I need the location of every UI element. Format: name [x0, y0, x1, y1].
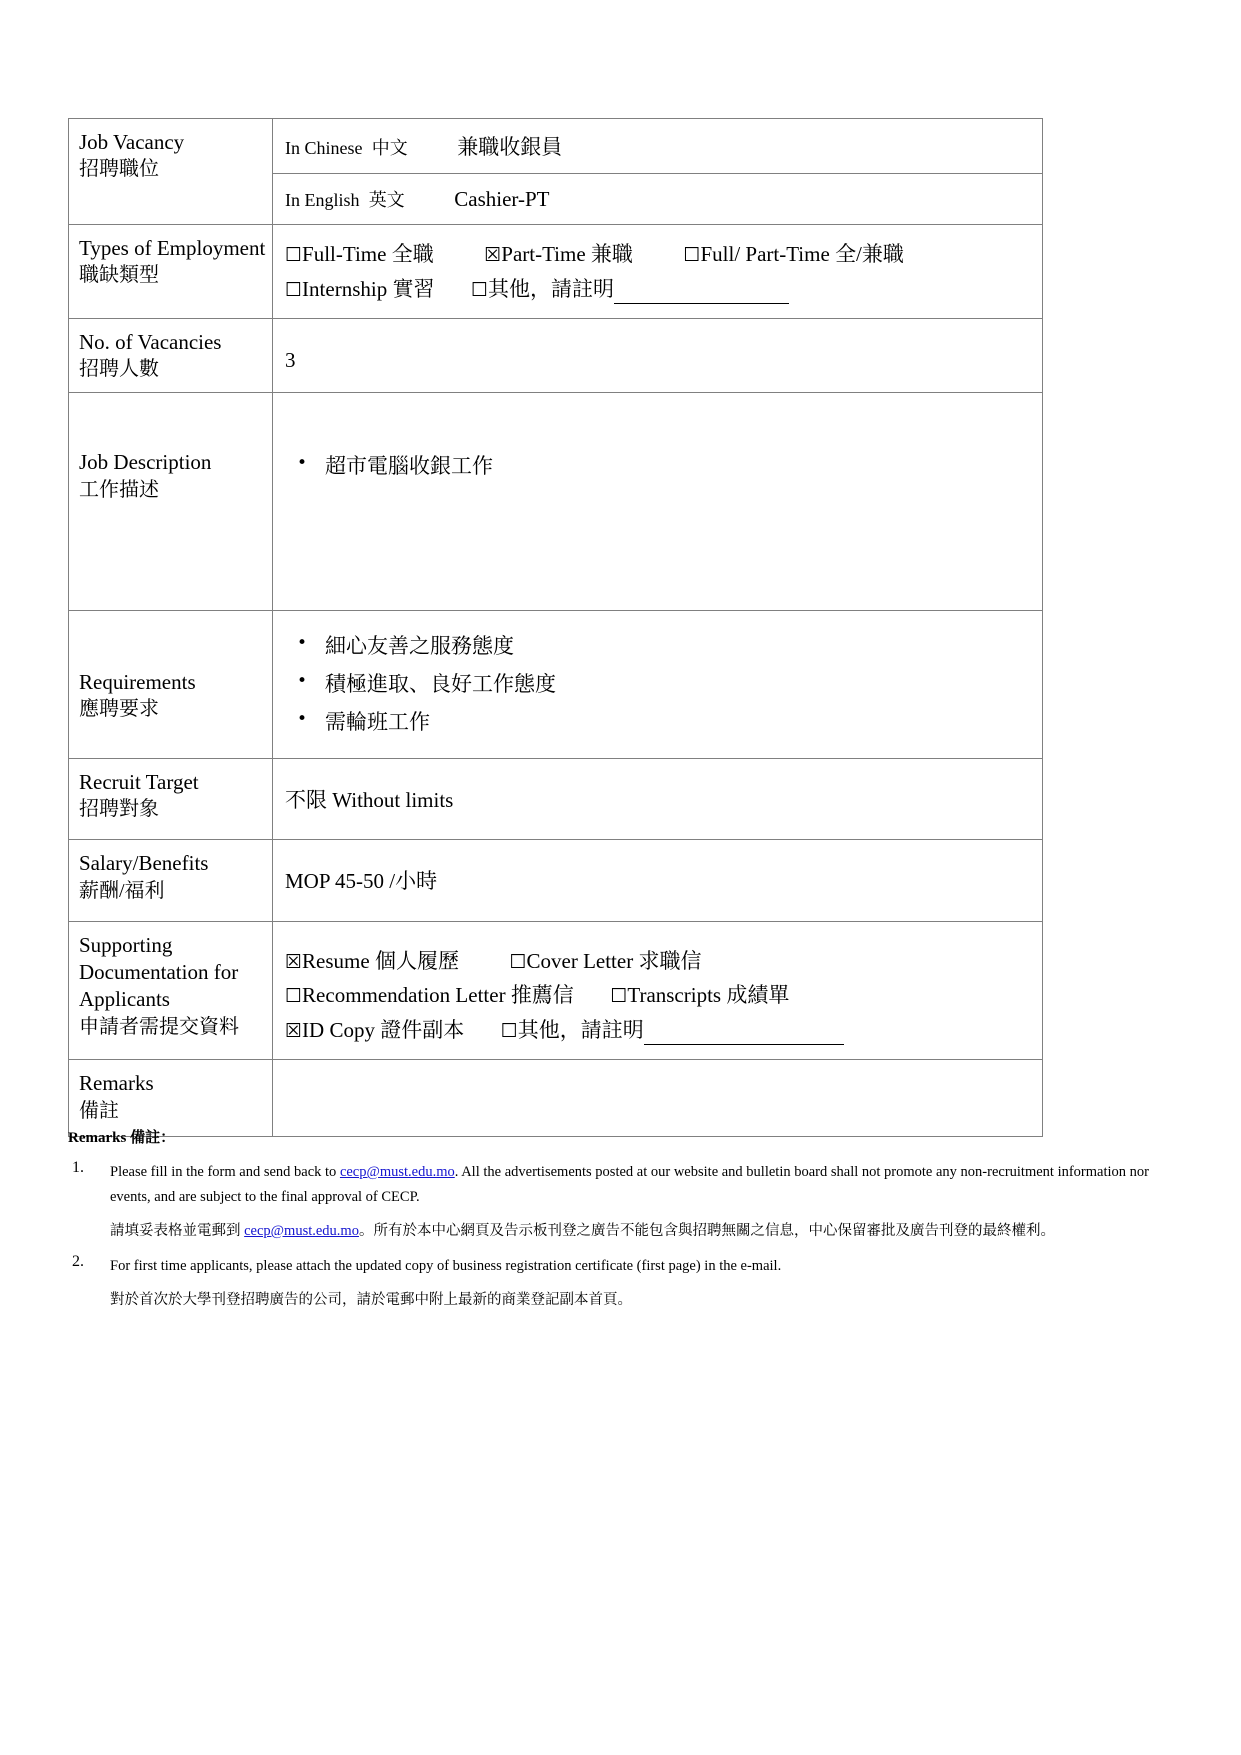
checkbox-label-zh: 個人履歷 — [374, 948, 459, 973]
in-english-label-en: In English — [285, 190, 360, 210]
checkbox-internship[interactable] — [285, 277, 434, 301]
row-label-zh: 招聘對象 — [79, 798, 159, 821]
table-row-no-of-vacancies — [69, 319, 1043, 393]
note-1-en-after: . All the advertisements posted at our website and bulletin board shall not promote any non-recruitment information nor events, and are subject to the final approval of CECP. — [110, 1164, 1149, 1206]
row-label-recruit-target — [69, 758, 273, 839]
checkbox-resume[interactable] — [285, 949, 459, 973]
employment-type-line-2 — [285, 272, 1042, 307]
checkbox-full-time[interactable] — [285, 242, 434, 266]
email-link[interactable]: cecp@must.edu.mo — [339, 1164, 455, 1180]
checkbox-label-zh: 全職 — [391, 242, 434, 266]
list-item: • 積極進取、良好工作態度 — [325, 665, 1042, 703]
footer-note-1-zh — [110, 1219, 1178, 1244]
checkbox-label-zh: 推薦信 — [510, 983, 574, 1008]
row-label-en: Requirements — [79, 669, 196, 694]
checkbox-label-zh: 其他，請註明 — [517, 1017, 644, 1042]
checkbox-icon: ☒ — [285, 950, 303, 973]
checkbox-icon: ☐ — [470, 278, 488, 301]
supporting-docs-line-1 — [285, 944, 1042, 979]
checkbox-label-zh: 兼職 — [590, 242, 633, 266]
table-row-job-description — [69, 393, 1043, 610]
checkbox-label-en: Transcripts — [627, 983, 722, 1008]
footer-remarks-section — [68, 1131, 1178, 1323]
checkbox-icon: ☐ — [500, 1019, 518, 1042]
checkbox-label-zh: 證件副本 — [380, 1017, 465, 1042]
checkbox-label-zh: 實習 — [392, 276, 435, 301]
checkbox-icon: ☐ — [509, 950, 527, 973]
row-label-job-vacancy — [69, 119, 273, 225]
row-label-en: Job Vacancy — [79, 130, 185, 154]
footer-note-2-en: For first time applicants, please attach the updated copy of business registration certificate (first page) in the e-mail. — [110, 1258, 782, 1275]
checkbox-label-en: Part-Time — [501, 242, 586, 266]
footer-note-2 — [68, 1254, 1178, 1313]
note-1-zh-before: 請填妥表格並電郵到 — [110, 1222, 245, 1239]
job-title-chinese-value[interactable]: 兼職收銀員 — [457, 135, 563, 159]
row-value-no-of-vacancies — [273, 319, 1043, 393]
checkbox-icon: ☐ — [285, 985, 303, 1008]
job-title-english-value[interactable]: Cashier-PT — [454, 187, 550, 211]
row-label-zh: 申請者需提交資料 — [79, 1015, 239, 1038]
table-row-remarks — [69, 1060, 1043, 1137]
table-row-salary-benefits — [69, 840, 1043, 921]
job-vacancy-subtable — [273, 119, 1042, 224]
checkbox-id-copy[interactable] — [285, 1018, 464, 1042]
row-label-zh: 備註 — [79, 1099, 119, 1122]
row-label-en: No. of Vacancies — [79, 330, 222, 355]
row-value-types-of-employment — [273, 225, 1043, 319]
table-row-types-of-employment — [69, 225, 1043, 319]
row-label-en: Job Description — [79, 450, 212, 475]
table-row-job-vacancy — [69, 119, 1043, 225]
checkbox-recommendation-letter[interactable] — [285, 983, 574, 1007]
email-link[interactable]: cecp@must.edu.mo — [244, 1222, 359, 1239]
row-label-no-of-vacancies — [69, 319, 273, 393]
checkbox-label-en: Resume — [302, 948, 370, 973]
checkbox-label-en: Cover Letter — [526, 948, 634, 973]
table-row-requirements — [69, 610, 1043, 758]
checkbox-label-en: Internship — [302, 276, 388, 301]
row-label-en: Salary/Benefits — [79, 851, 209, 876]
checkbox-label-en: ID Copy — [302, 1017, 375, 1042]
footer-note-1-en — [110, 1160, 1178, 1211]
table-row-recruit-target — [69, 758, 1043, 839]
note-1-zh-after: 。所有於本中心網頁及告示板刊登之廣告不能包含與招聘無關之信息，中心保留審批及廣告刊登的最終權利。 — [358, 1222, 1055, 1239]
row-label-remarks — [69, 1060, 273, 1137]
row-value-salary-benefits — [273, 840, 1043, 921]
row-label-zh: 招聘人數 — [79, 358, 159, 381]
checkbox-other-employment[interactable] — [471, 277, 614, 301]
row-label-en: Supporting Documentation for Applicants — [79, 932, 239, 1012]
checkbox-icon: ☐ — [285, 278, 303, 301]
supporting-docs-line-2 — [285, 978, 1042, 1013]
row-label-en: Remarks — [79, 1071, 154, 1096]
subrow-in-chinese — [273, 119, 1042, 174]
row-label-en: Types of Employment — [79, 236, 266, 260]
recruit-target-value[interactable]: 不限 Without limits — [285, 787, 454, 812]
list-item: • 細心友善之服務態度 — [325, 627, 1042, 665]
checkbox-icon: ☐ — [285, 244, 303, 266]
row-value-remarks — [273, 1060, 1043, 1137]
footer-notes-list — [68, 1160, 1178, 1313]
row-label-zh: 薪酬/福利 — [79, 879, 165, 902]
checkbox-icon: ☒ — [285, 1019, 303, 1042]
checkbox-other-document[interactable] — [501, 1018, 644, 1042]
checkbox-label-en: Full/ Part-Time — [700, 242, 830, 266]
checkbox-icon: ☒ — [484, 244, 502, 266]
job-vacancy-form-table — [68, 118, 1043, 1137]
checkbox-icon: ☐ — [610, 985, 628, 1008]
note-1-en-before: Please fill in the form and send back to — [110, 1164, 340, 1180]
list-item: • 超市電腦收銀工作 — [325, 447, 1042, 485]
row-value-recruit-target — [273, 758, 1043, 839]
checkbox-label-zh: 成績單 — [726, 983, 790, 1008]
salary-benefits-value[interactable]: MOP 45-50 /小時 — [285, 869, 438, 894]
row-label-supporting-documentation — [69, 921, 273, 1060]
checkbox-cover-letter[interactable] — [509, 949, 701, 973]
checkbox-icon: ☐ — [683, 244, 701, 266]
footer-remarks-title-zh: 備註： — [130, 1130, 176, 1146]
row-label-zh: 工作描述 — [79, 478, 159, 501]
in-chinese-label-zh: 中文 — [371, 138, 408, 158]
other-document-input-line[interactable] — [644, 1024, 844, 1045]
footer-note-1 — [68, 1160, 1178, 1244]
row-label-en: Recruit Target — [79, 769, 199, 794]
job-description-list — [273, 447, 1042, 485]
in-english-label-zh: 英文 — [368, 190, 405, 210]
checkbox-full-part-time[interactable] — [683, 242, 903, 266]
checkbox-transcripts[interactable] — [610, 983, 789, 1007]
row-value-job-vacancy — [273, 119, 1043, 225]
row-value-job-description — [273, 393, 1043, 610]
row-value-requirements — [273, 610, 1043, 758]
row-label-zh: 招聘職位 — [79, 158, 159, 181]
checkbox-label-en: Recommendation Letter — [302, 983, 506, 1008]
row-label-requirements — [69, 610, 273, 758]
supporting-docs-line-3 — [285, 1013, 1042, 1048]
table-row-supporting-documentation — [69, 921, 1043, 1060]
checkbox-part-time[interactable] — [484, 242, 633, 266]
checkbox-label-zh: 求職信 — [638, 948, 702, 973]
row-label-zh: 職缺類型 — [79, 264, 159, 287]
footer-remarks-title — [68, 1131, 1178, 1146]
row-value-supporting-documentation — [273, 921, 1043, 1060]
row-label-types-of-employment — [69, 225, 273, 319]
in-chinese-label-en: In Chinese — [285, 138, 363, 158]
row-label-job-description — [69, 393, 273, 610]
footer-note-2-zh: 對於首次於大學刊登招聘廣告的公司，請於電郵中附上最新的商業登記副本首頁。 — [110, 1291, 632, 1308]
requirements-list — [273, 627, 1042, 742]
checkbox-label-zh: 全/兼職 — [835, 242, 904, 266]
subrow-in-english — [273, 174, 1042, 225]
row-label-salary-benefits — [69, 840, 273, 921]
row-label-zh: 應聘要求 — [79, 698, 159, 721]
list-item: • 需輪班工作 — [325, 703, 1042, 741]
checkbox-label-en: Full-Time — [302, 242, 387, 266]
no-of-vacancies-value[interactable]: 3 — [285, 348, 296, 373]
other-employment-input-line[interactable] — [614, 283, 789, 304]
footer-remarks-title-en: Remarks — [68, 1130, 127, 1146]
checkbox-label-zh: 其他，請註明 — [488, 276, 614, 301]
employment-type-line-1 — [285, 237, 1042, 272]
